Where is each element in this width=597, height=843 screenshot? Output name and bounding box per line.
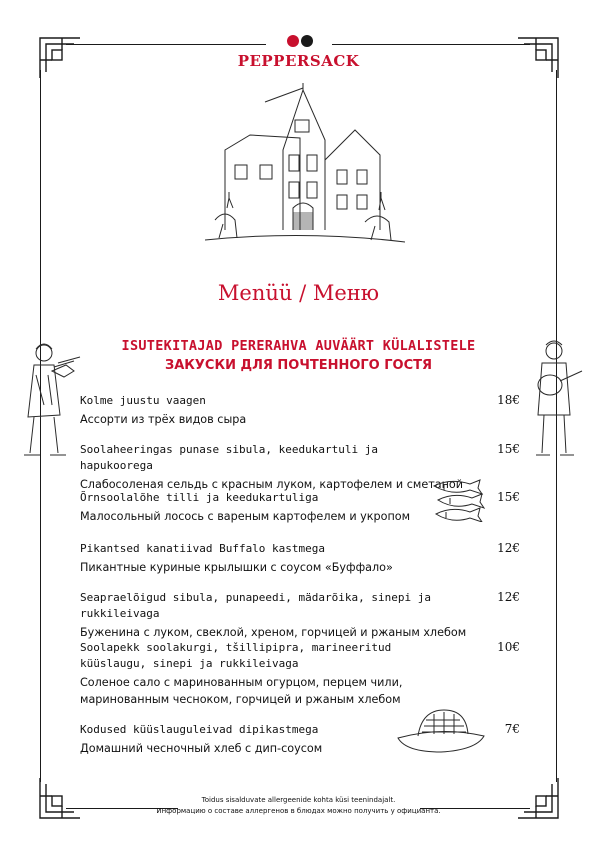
item-description: Буженина с луком, свеклой, хреном, горчицей и ржаным хлебом: [80, 626, 467, 639]
item-name: Õrnsoolalõhe tilli ja keedukartuliga: [80, 491, 319, 504]
lute-player-illustration: [522, 335, 586, 465]
item-description: Слабосоленая сельдь с красным луком, картофелем и сметаной: [80, 478, 464, 491]
item-description: Домашний чесночный хлеб с дип-соусом: [80, 742, 323, 755]
allergen-note-ru: Информацию о составе аллергенов в блюдах можно получить у официанта.: [156, 807, 441, 815]
item-description: Ассорти из трёх видов сыра: [80, 413, 247, 426]
section-title-ru: ЗАКУСКИ ДЛЯ ПОЧТЕННОГО ГОСТЯ: [164, 358, 433, 373]
allergen-note-et: Toidus sisalduvate allergeenide kohta küsi teenindajalt.: [201, 796, 396, 804]
item-name: Soolapekk soolakurgi, tšillipipra, marineeritud küüslaugu, sinepi ja rukkileivaga: [80, 641, 392, 670]
section-title-et: ISUTEKITAJAD PERERAHVA AUVÄÄRT KÜLALISTELE: [121, 338, 476, 354]
item-name: Pikantsed kanatiivad Buffalo kastmega: [80, 542, 326, 555]
item-name: Kolme juustu vaagen: [80, 394, 206, 407]
menu-item: [80, 640, 520, 708]
item-description: Пикантные куриные крылышки с соусом «Буффало»: [80, 561, 393, 574]
item-name: Soolaheeringas punase sibula, keedukartuli ja hapukoorega: [80, 443, 379, 472]
item-name: Seapraelõigud sibula, punapeedi, mädarõika, sinepi ja rukkileivaga: [80, 591, 431, 620]
fish-illustration: [430, 478, 494, 522]
item-description: Соленое сало с маринованным огурцом, перцем чили, маринованным чесноком, горчицей и ржаным хлебом: [80, 676, 403, 706]
item-description: Малосольный лосось с вареным картофелем и укропом: [80, 510, 411, 523]
brand-logo-text: PEPPERSACK: [237, 52, 360, 70]
item-name: Kodused küüslauguleivad dipikastmega: [80, 723, 319, 736]
item-price: 15€: [497, 490, 520, 504]
menu-title: Menüü / Меню: [217, 281, 380, 305]
violinist-illustration: [14, 335, 84, 465]
item-price: 12€: [497, 541, 520, 555]
item-price: 7€: [504, 722, 520, 736]
menu-item: [80, 590, 520, 641]
item-price: 12€: [497, 590, 520, 604]
item-price: 15€: [497, 442, 520, 456]
item-price: 10€: [497, 640, 520, 654]
menu-item: [80, 541, 520, 576]
item-price: 18€: [497, 393, 520, 407]
menu-item: [80, 393, 520, 428]
logo-dots-icon: [280, 34, 320, 48]
bread-illustration: [396, 706, 486, 754]
building-illustration: [205, 80, 405, 270]
